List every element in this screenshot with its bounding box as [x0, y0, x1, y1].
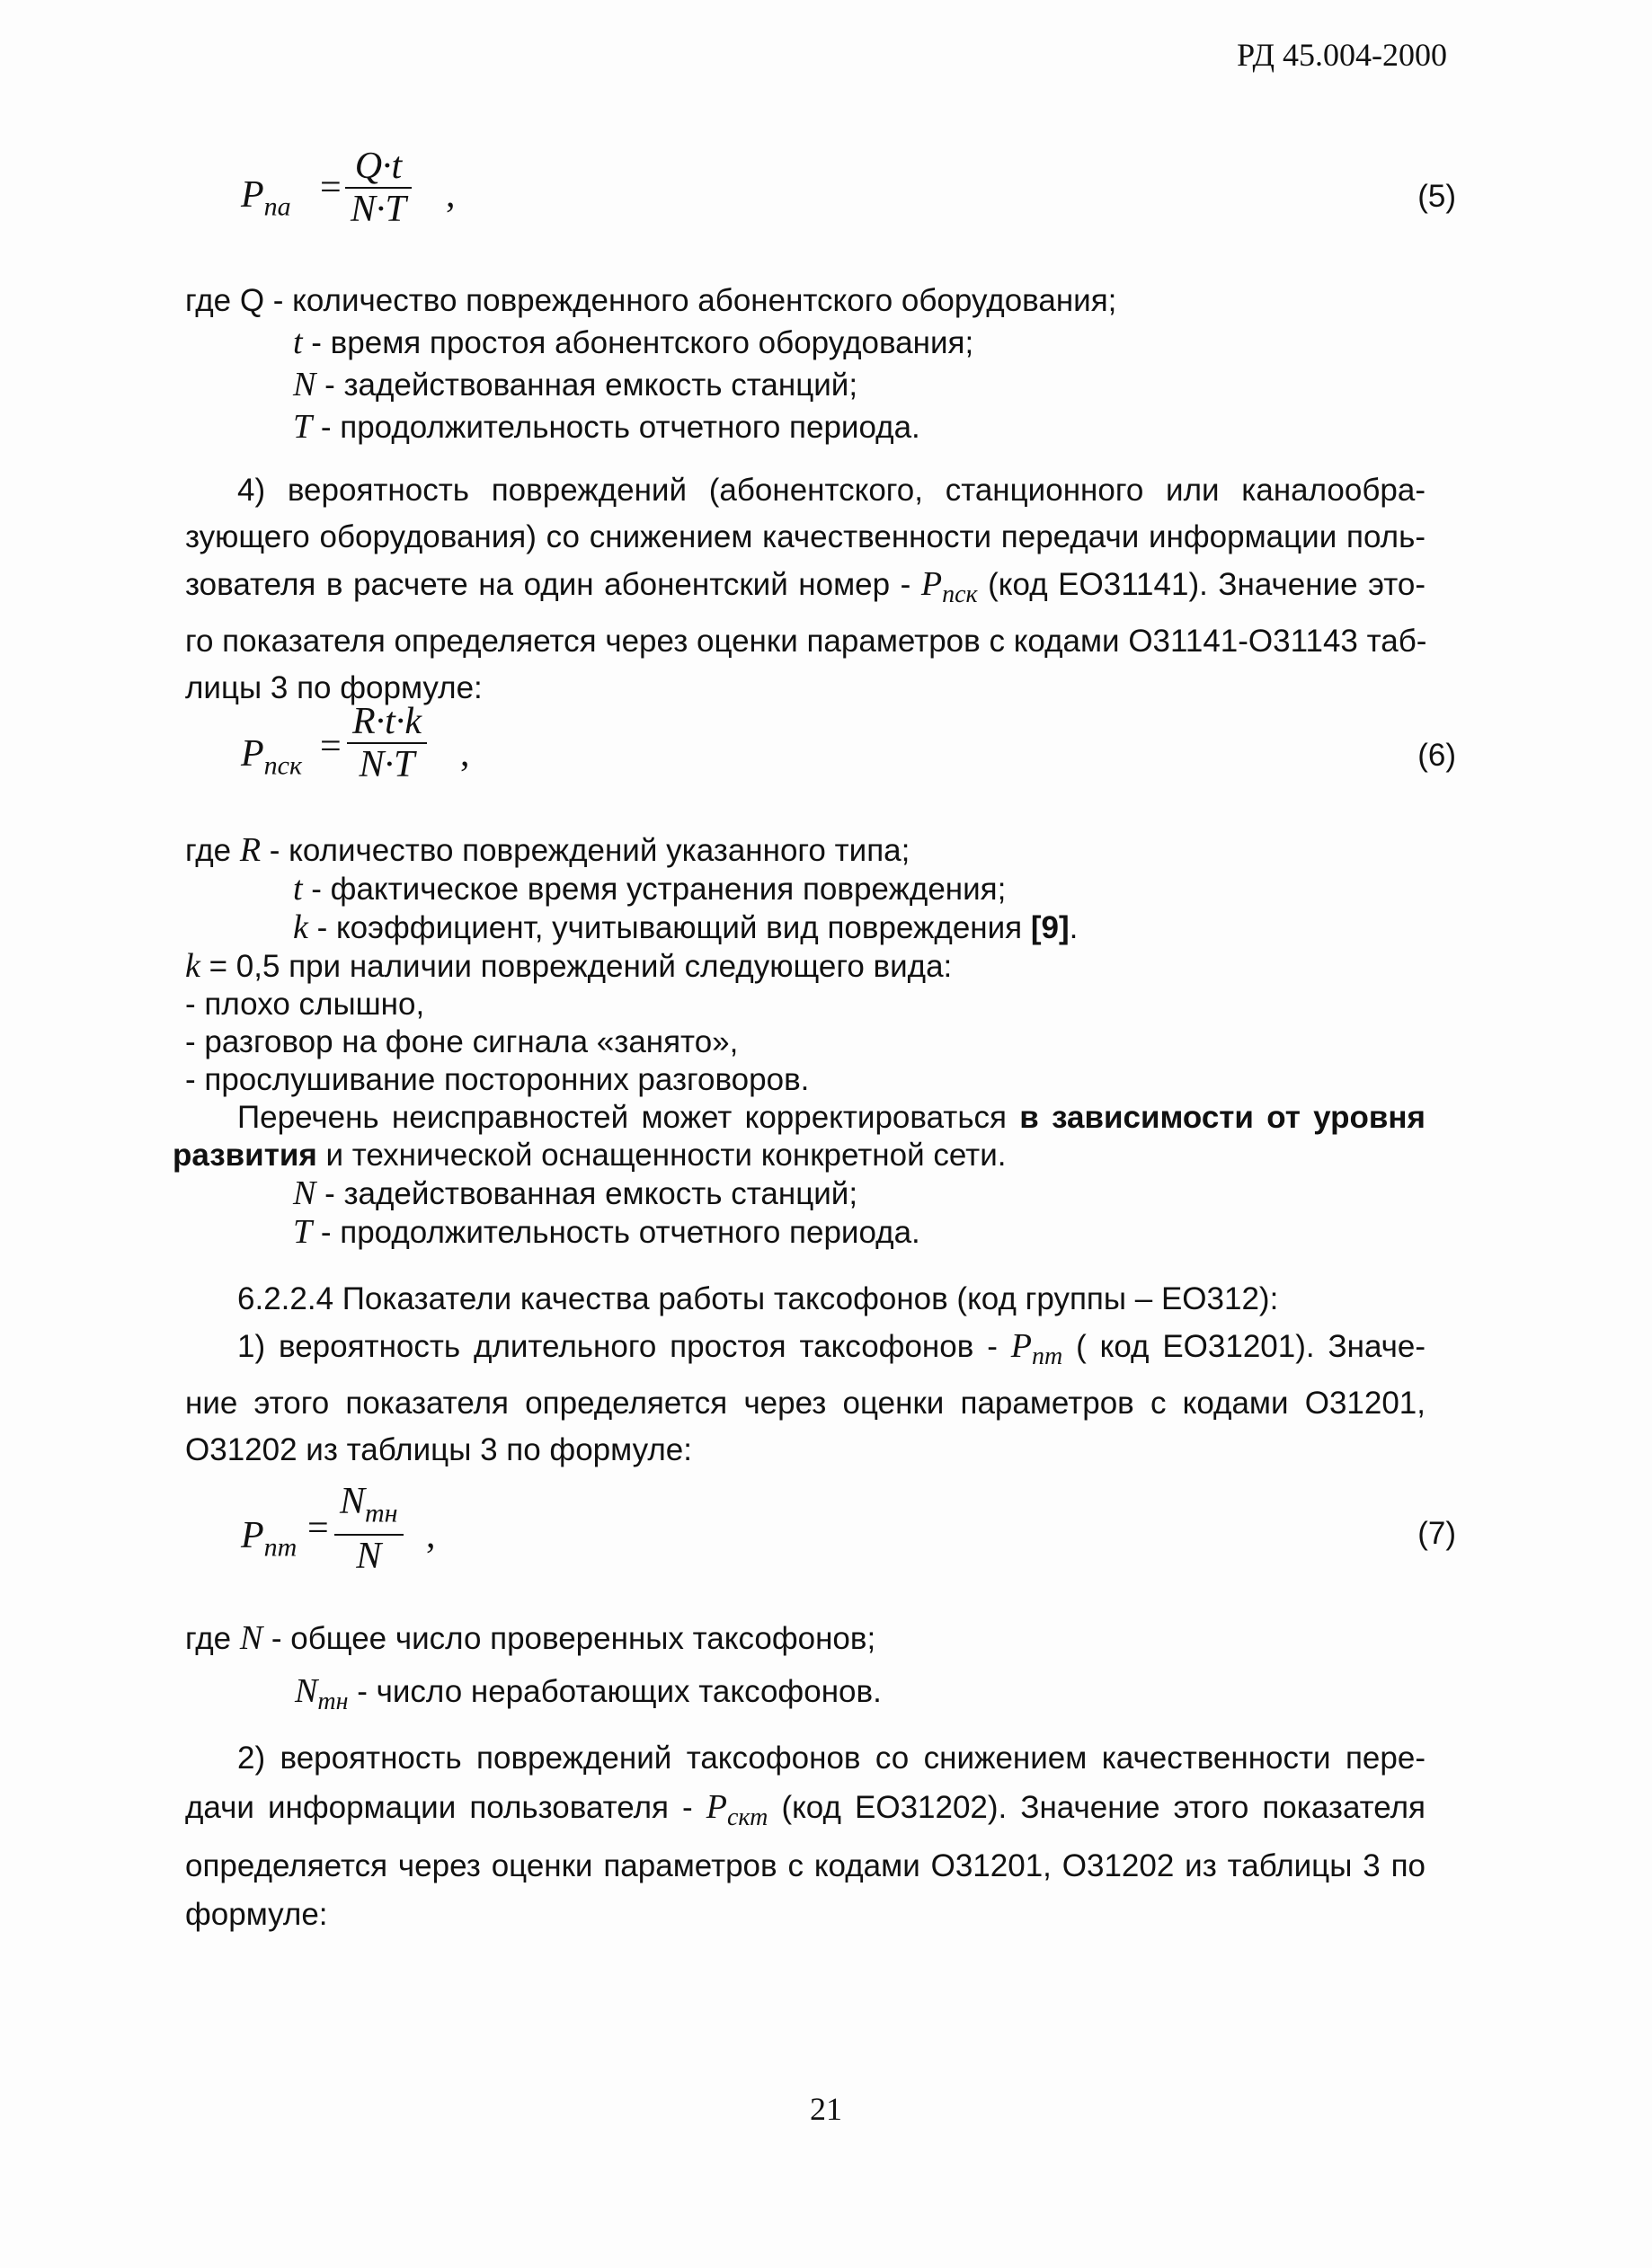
- reference-link: [9]: [1030, 910, 1070, 945]
- definition-line: k - коэффициент, учитывающий вид повреждения [9].: [293, 908, 1079, 946]
- where-block-6: где R - количество повреждений указанного типа; t - фактическое время устранения повреждения; k - коэффициент, учитывающий вид повреждения [9]. k = 0,5 при наличии повреждений следующего вида: - плохо слышно, - разговор на фоне сигнала «занято», - прослушивание посторонних разговоров. Перечень неисправностей может корректироваться в зависимости от уровня развития и технической оснащенности конкретной сети. N - задействованная емкость станций; T - продолжительность отчетного периода.: [173, 831, 1426, 1251]
- definition-line: N - задействованная емкость станций;: [293, 1174, 858, 1212]
- definition-line: N - задействованная емкость станций;: [293, 366, 858, 403]
- definition-line: T - продолжительность отчетного периода.: [293, 1213, 920, 1251]
- paragraph-2: 2) вероятность повреждений таксофонов со снижением качественности пере- дачи информации пользователя - $P_{скт}$ (код ЕО31202). Значение этого показателя определяется через оценки параметров с кодами О31201, О31202 из таблицы 3 по формуле:: [185, 1741, 1426, 1932]
- list-item: - разговор на фоне сигнала «занято»,: [185, 1024, 739, 1059]
- definition-line: t - время простоя абонентского оборудования;: [293, 323, 974, 361]
- formula-7-lhs: $P_{пт}$: [241, 1515, 298, 1563]
- formula-7-fraction: $N_{тн}$ N: [334, 1481, 404, 1577]
- section-title: 6.2.2.4 Показатели качества работы таксофонов (код группы – ЕО312):: [237, 1281, 1279, 1316]
- where-block-5: [185, 280, 1426, 448]
- list-item: - прослушивание посторонних разговоров.: [185, 1062, 810, 1097]
- definition-line: где Q - количество поврежденного абонентского оборудования;: [185, 283, 1117, 318]
- formula-5: $P_{па}$ = $\frac{Q\cdot t}{N\cdot T}$ ,: [241, 146, 456, 230]
- formula-6-lhs: $P_{пск}$: [241, 733, 303, 781]
- formula-5-fraction: $\frac{Q\cdot t}{N\cdot T}$: [345, 146, 412, 230]
- definition-line: где N - общее число проверенных таксофонов;: [185, 1619, 876, 1657]
- formula-6-fraction: $\frac{R\cdot t\cdot k}{N\cdot T}$: [347, 701, 427, 785]
- page-number: 21: [810, 2091, 842, 2127]
- definition-line: k = 0,5 при наличии повреждений следующего вида:: [185, 947, 953, 985]
- where-block-7: [185, 1612, 1426, 1728]
- paragraph-4: 4) вероятность повреждений (абонентского, станционного или каналообра- зующего оборудования) со снижением качественности передачи информации поль- зователя в расчете на один абонентский номер - $P_{пск}$ (код ЕО31141). Значение это- го показателя определяется через оценки параметров с кодами О31141-О31143 таб- лицы 3 по формуле:: [185, 473, 1427, 705]
- equation-number-5: (5): [1417, 179, 1456, 214]
- formula-5-lhs: $P_{па}$: [241, 174, 291, 222]
- definition-line: где R - количество повреждений указанного типа;: [185, 831, 910, 869]
- document-id: РД 45.004-2000: [1237, 37, 1447, 73]
- definition-line: $N_{тн}$ - число неработающих таксофонов.: [295, 1672, 882, 1715]
- section-6-2-2-4: 6.2.2.4 Показатели качества работы таксофонов (код группы – ЕО312): 1) вероятность длительного простоя таксофонов - $P_{пт}$ ( код ЕО31201). Значе- ние этого показателя определяется через оценки параметров с кодами О31201, О31202 из таблицы 3 по формуле:: [185, 1276, 1426, 1474]
- definition-line: T - продолжительность отчетного периода.: [293, 408, 920, 446]
- formula-7: $P_{пт}$ = $N_{тн}$ N ,: [241, 1481, 436, 1578]
- formula-6: $P_{пск}$ = $\frac{R\cdot t\cdot k}{N\cdot T}$ ,: [241, 701, 470, 785]
- definition-line: t - фактическое время устранения повреждения;: [293, 870, 1007, 908]
- list-item: - плохо слышно,: [185, 987, 425, 1022]
- equation-number-7: (7): [1417, 1516, 1456, 1551]
- equation-number-6: (6): [1417, 738, 1456, 773]
